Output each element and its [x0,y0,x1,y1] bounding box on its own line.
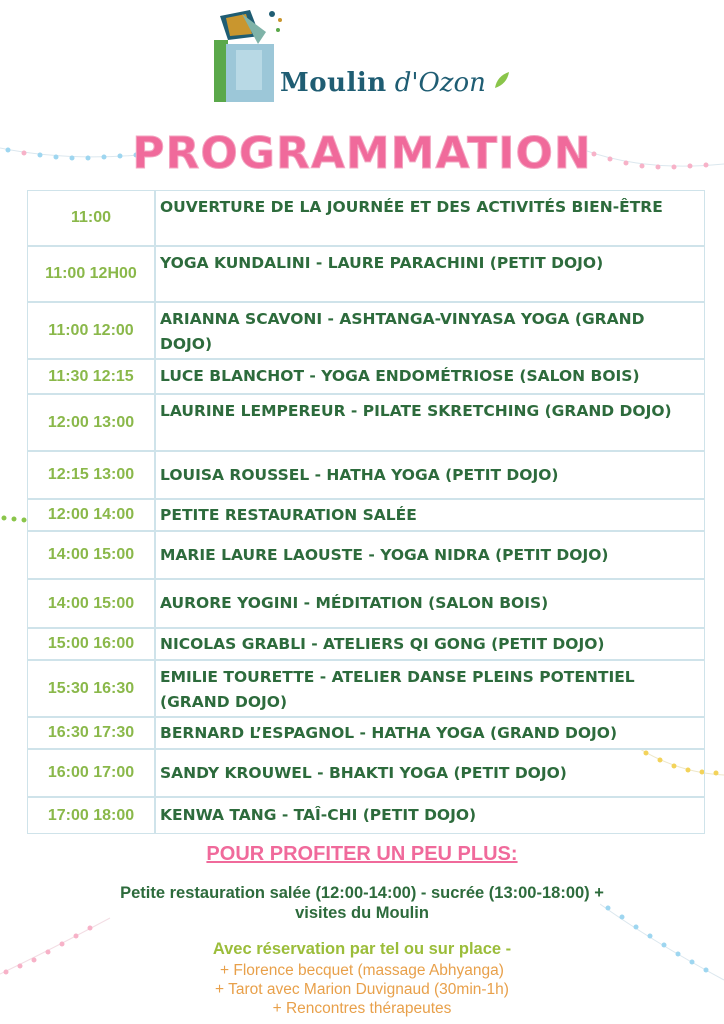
booking-list [0,961,724,1018]
logo-name-suffix: d'Ozon [394,68,486,98]
schedule-activity: EMILIE TOURETTE - ATELIER DANSE PLEINS POTENTIEL (GRAND DOJO) [160,668,635,711]
schedule-activity: BERNARD L’ESPAGNOL - HATHA YOGA (GRAND DOJO) [160,723,618,742]
schedule-time: 14:00 15:00 [28,532,156,578]
booking-heading: Avec réservation par tel ou sur place - [212,940,512,958]
schedule-row [28,580,704,629]
schedule-activity: NICOLAS GRABLI - ATELIERS QI GONG (PETIT DOJO) [160,634,605,653]
schedule-time: 11:30 12:15 [28,360,156,393]
schedule-activity: SANDY KROUWEL - BHAKTI YOGA (PETIT DOJO) [160,763,567,782]
garland-left-mid-decoration [0,510,28,526]
schedule-time: 17:00 18:00 [28,798,156,833]
schedule-time: 12:00 13:00 [28,395,156,450]
schedule-row [28,718,704,750]
schedule-time: 16:00 17:00 [28,750,156,796]
schedule-time: 11:00 12:00 [28,303,156,358]
booking-item: + Rencontres thérapeutes [272,1000,452,1017]
schedule-time: 12:15 13:00 [28,452,156,498]
schedule-row [28,750,704,798]
logo-name: Moulin [280,68,387,98]
schedule-activity: YOGA KUNDALINI - LAURE PARACHINI (PETIT DOJO) [160,254,604,272]
schedule-activity: OUVERTURE DE LA JOURNÉE ET DES ACTIVITÉS BIEN-ÊTRE [160,198,663,216]
schedule-row [28,247,704,303]
schedule-row [28,798,704,833]
page-title: PROGRAMMATION [132,128,592,179]
schedule-row [28,191,704,247]
schedule-row [28,395,704,452]
schedule-time: 11:00 12H00 [28,247,156,301]
schedule-activity: LOUISA ROUSSEL - HATHA YOGA (PETIT DOJO) [160,465,559,484]
mill-logo-icon [208,6,288,106]
leaf-icon [491,68,513,90]
schedule-time: 11:00 [28,191,156,245]
schedule-time: 15:00 16:00 [28,629,156,659]
schedule-activity: ARIANNA SCAVONI - ASHTANGA-VINYASA YOGA (GRAND DOJO) [160,310,645,353]
schedule-table [27,190,705,834]
schedule-row [28,532,704,580]
schedule-activity: LAURINE LEMPEREUR - PILATE SKRETCHING (GRAND DOJO) [160,402,672,420]
schedule-activity: MARIE LAURE LAOUSTE - YOGA NIDRA (PETIT DOJO) [160,545,609,564]
booking-item: + Florence becquet (massage Abhyanga) [220,962,504,979]
schedule-row [28,500,704,532]
schedule-time: 12:00 14:00 [28,500,156,530]
schedule-activity: KENWA TANG - TAÎ-CHI (PETIT DOJO) [160,806,477,824]
extras-description: Petite restauration salée (12:00-14:00) - sucrée (13:00-18:00) + visites du Moulin [120,884,604,922]
logo-wordmark [280,68,513,98]
extras-heading: POUR PROFITER UN PEU PLUS: [206,843,518,865]
schedule-time: 16:30 17:30 [28,718,156,748]
schedule-row [28,452,704,500]
schedule-row [28,629,704,661]
booking-item: + Tarot avec Marion Duvignaud (30min-1h) [215,981,509,998]
schedule-activity: PETITE RESTAURATION SALÉE [160,505,417,524]
logo [208,6,528,116]
schedule-row [28,303,704,360]
schedule-time: 14:00 15:00 [28,580,156,627]
schedule-row [28,360,704,395]
schedule-activity: LUCE BLANCHOT - YOGA ENDOMÉTRIOSE (SALON BOIS) [160,367,640,385]
schedule-activity: AURORE YOGINI - MÉDITATION (SALON BOIS) [160,594,549,612]
schedule-time: 15:30 16:30 [28,661,156,716]
schedule-row [28,661,704,718]
